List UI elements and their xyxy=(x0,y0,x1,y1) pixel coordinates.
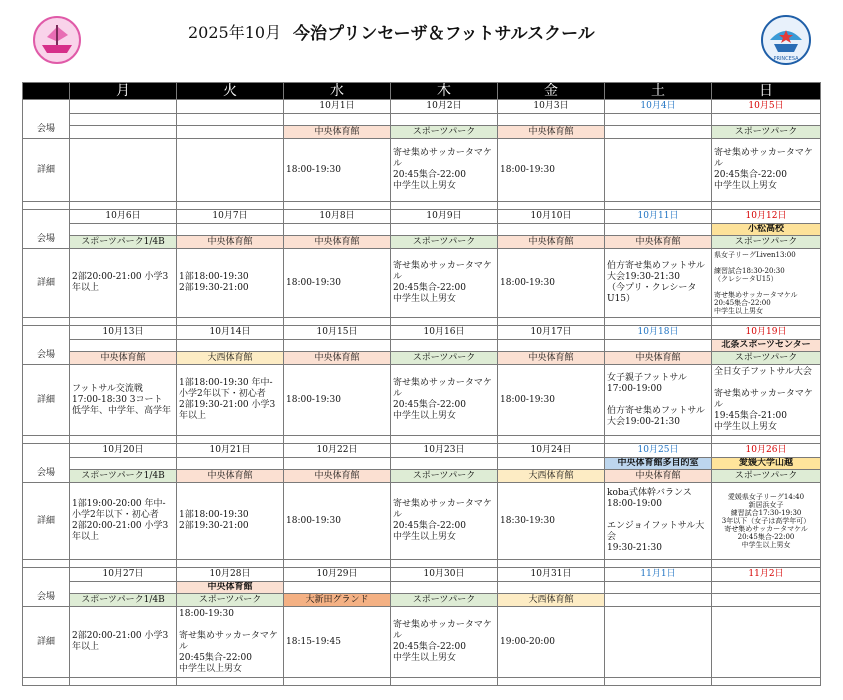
extra-venue-cell xyxy=(70,114,177,126)
princesa-logo-text: PRINCESA xyxy=(773,56,799,62)
detail-cell xyxy=(712,607,821,678)
spacer-cell xyxy=(70,560,177,568)
date-cell: 10月13日 xyxy=(70,326,177,340)
date-cell: 10月12日 xyxy=(712,210,821,224)
label-cell: 詳細 xyxy=(23,249,70,318)
venue-cell: 大新田グランド xyxy=(284,594,391,607)
extra-venue-cell xyxy=(70,224,177,236)
venue-row xyxy=(23,236,821,249)
spacer-cell xyxy=(605,318,712,326)
page-title: 今治プリンセーザ＆フットサルスクール xyxy=(293,24,595,44)
date-cell: 10月28日 xyxy=(177,568,284,582)
date-cell: 10月6日 xyxy=(70,210,177,224)
venue-row xyxy=(23,470,821,483)
venue-cell: 中央体育館 xyxy=(498,236,605,249)
venue-cell: スポーツパーク xyxy=(712,126,821,139)
venue-cell: スポーツパーク xyxy=(177,594,284,607)
date-row xyxy=(23,100,821,114)
date-cell: 10月2日 xyxy=(391,100,498,114)
date-cell: 10月25日 xyxy=(605,444,712,458)
date-cell: 11月2日 xyxy=(712,568,821,582)
detail-cell: 1部19:00-20:00 年中-小学2年以下・初心者 2部20:00-21:00 小学3年以上 xyxy=(70,483,177,560)
date-cell: 10月7日 xyxy=(177,210,284,224)
detail-cell: 寄せ集めサッカータマケル 20:45集合-22:00 中学生以上男女 xyxy=(391,139,498,202)
spacer-cell xyxy=(284,436,391,444)
label-cell: 詳細 xyxy=(23,139,70,202)
spacer-cell xyxy=(284,678,391,686)
label-cell: 会場 xyxy=(23,210,70,249)
extra-venue-cell xyxy=(70,458,177,470)
extra-venue-row xyxy=(23,224,821,236)
detail-cell: 2部20:00-21:00 小学3年以上 xyxy=(70,607,177,678)
venue-cell: 中央体育館 xyxy=(284,236,391,249)
extra-venue-cell xyxy=(284,458,391,470)
detail-cell: 19:00-20:00 xyxy=(498,607,605,678)
spacer-cell xyxy=(498,436,605,444)
extra-venue-cell: 小松高校 xyxy=(712,224,821,236)
date-cell: 10月19日 xyxy=(712,326,821,340)
extra-venue-cell xyxy=(712,114,821,126)
spacer-cell xyxy=(712,678,821,686)
spacer-cell xyxy=(284,202,391,210)
detail-row xyxy=(23,365,821,436)
detail-cell: 寄せ集めサッカータマケル 20:45集合-22:00 中学生以上男女 xyxy=(391,607,498,678)
date-cell: 10月9日 xyxy=(391,210,498,224)
venue-row xyxy=(23,594,821,607)
spacer-cell xyxy=(177,202,284,210)
spacer-cell xyxy=(177,560,284,568)
date-cell: 10月20日 xyxy=(70,444,177,458)
spacer-cell xyxy=(70,436,177,444)
extra-venue-cell: 愛媛大学山越 xyxy=(712,458,821,470)
detail-row xyxy=(23,607,821,678)
date-cell: 10月21日 xyxy=(177,444,284,458)
venue-cell: 大西体育館 xyxy=(177,352,284,365)
date-cell: 10月14日 xyxy=(177,326,284,340)
spacer-cell xyxy=(177,436,284,444)
spacer-row xyxy=(23,560,821,568)
spacer-cell xyxy=(498,560,605,568)
date-cell: 10月15日 xyxy=(284,326,391,340)
venue-cell: 中央体育館 xyxy=(605,470,712,483)
spacer-row xyxy=(23,202,821,210)
detail-cell xyxy=(605,139,712,202)
spacer-cell xyxy=(177,318,284,326)
corner-cell xyxy=(23,83,70,100)
spacer-row xyxy=(23,318,821,326)
spacer-cell xyxy=(712,560,821,568)
detail-cell: 全日女子フットサル大会 寄せ集めサッカータマケル 19:45集合-21:00 中学生以上男女 xyxy=(712,365,821,436)
extra-venue-row xyxy=(23,114,821,126)
spacer-cell xyxy=(284,560,391,568)
detail-cell: 18:30-19:30 xyxy=(498,483,605,560)
detail-cell: 18:00-19:30 xyxy=(498,139,605,202)
venue-cell: 中央体育館 xyxy=(498,352,605,365)
date-cell xyxy=(177,100,284,114)
extra-venue-cell xyxy=(498,458,605,470)
venue-cell: スポーツパーク1/4B xyxy=(70,236,177,249)
date-cell: 10月22日 xyxy=(284,444,391,458)
venue-cell: 中央体育館 xyxy=(70,352,177,365)
extra-venue-cell xyxy=(70,340,177,352)
date-cell: 10月29日 xyxy=(284,568,391,582)
venue-cell xyxy=(712,594,821,607)
extra-venue-cell xyxy=(498,582,605,594)
extra-venue-cell xyxy=(284,582,391,594)
extra-venue-cell xyxy=(284,340,391,352)
date-cell: 10月18日 xyxy=(605,326,712,340)
extra-venue-cell xyxy=(391,114,498,126)
spacer-cell xyxy=(391,678,498,686)
venue-cell: スポーツパーク xyxy=(712,352,821,365)
date-cell: 10月16日 xyxy=(391,326,498,340)
label-cell: 会場 xyxy=(23,326,70,365)
spacer-cell xyxy=(712,202,821,210)
spacer-cell xyxy=(605,202,712,210)
date-cell: 10月27日 xyxy=(70,568,177,582)
detail-row xyxy=(23,139,821,202)
venue-cell: スポーツパーク xyxy=(391,470,498,483)
spacer-cell xyxy=(70,678,177,686)
weekday-header: 月 xyxy=(70,83,177,100)
spacer-cell xyxy=(177,678,284,686)
spacer-row xyxy=(23,436,821,444)
venue-cell: スポーツパーク xyxy=(712,236,821,249)
weekday-header: 木 xyxy=(391,83,498,100)
venue-cell: 中央体育館 xyxy=(284,126,391,139)
spacer-cell xyxy=(391,560,498,568)
extra-venue-cell xyxy=(605,224,712,236)
date-cell: 10月30日 xyxy=(391,568,498,582)
extra-venue-cell: 中央体育館 xyxy=(177,582,284,594)
weekday-header: 金 xyxy=(498,83,605,100)
date-cell: 10月26日 xyxy=(712,444,821,458)
extra-venue-cell: 北条スポーツセンター xyxy=(712,340,821,352)
venue-cell xyxy=(70,126,177,139)
date-row xyxy=(23,568,821,582)
date-cell: 10月24日 xyxy=(498,444,605,458)
extra-venue-cell xyxy=(712,582,821,594)
label-cell: 詳細 xyxy=(23,365,70,436)
date-row xyxy=(23,444,821,458)
extra-venue-row xyxy=(23,582,821,594)
extra-venue-cell xyxy=(70,582,177,594)
extra-venue-cell xyxy=(177,114,284,126)
detail-cell: 寄せ集めサッカータマケル 20:45集合-22:00 中学生以上男女 xyxy=(391,249,498,318)
spacer-cell xyxy=(498,202,605,210)
venue-cell: 中央体育館 xyxy=(498,126,605,139)
venue-cell: スポーツパーク xyxy=(391,594,498,607)
detail-cell: 寄せ集めサッカータマケル 20:45集合-22:00 中学生以上男女 xyxy=(712,139,821,202)
extra-venue-cell xyxy=(177,458,284,470)
date-cell: 10月11日 xyxy=(605,210,712,224)
page-header xyxy=(0,0,843,82)
spacer-cell xyxy=(391,202,498,210)
label-cell: 会場 xyxy=(23,100,70,139)
detail-cell: 18:00-19:30 xyxy=(284,249,391,318)
venue-cell xyxy=(605,126,712,139)
label-cell: 詳細 xyxy=(23,483,70,560)
date-cell: 10月23日 xyxy=(391,444,498,458)
spacer-cell xyxy=(23,318,70,326)
month-label: 2025年10月 xyxy=(188,23,282,42)
extra-venue-cell xyxy=(391,224,498,236)
venue-cell: 中央体育館 xyxy=(284,352,391,365)
venue-cell xyxy=(605,594,712,607)
weekday-header: 水 xyxy=(284,83,391,100)
weekday-header: 火 xyxy=(177,83,284,100)
extra-venue-cell xyxy=(498,340,605,352)
date-cell: 10月3日 xyxy=(498,100,605,114)
weekday-header-row xyxy=(23,83,821,100)
spacer-cell xyxy=(498,318,605,326)
extra-venue-cell xyxy=(391,582,498,594)
venue-cell: 中央体育館 xyxy=(284,470,391,483)
spacer-cell xyxy=(23,436,70,444)
date-cell: 10月8日 xyxy=(284,210,391,224)
venue-cell: 中央体育館 xyxy=(177,236,284,249)
venue-cell: スポーツパーク xyxy=(391,126,498,139)
date-cell: 10月31日 xyxy=(498,568,605,582)
detail-cell: フットサル交流戦 17:00-18:30 3コート 低学年、中学年、高学年 xyxy=(70,365,177,436)
extra-venue-cell xyxy=(284,224,391,236)
spacer-cell xyxy=(605,560,712,568)
extra-venue-row xyxy=(23,458,821,470)
venue-cell: 大西体育館 xyxy=(498,594,605,607)
venue-row xyxy=(23,126,821,139)
venue-cell: スポーツパーク xyxy=(391,352,498,365)
detail-cell: 2部20:00-21:00 小学3年以上 xyxy=(70,249,177,318)
venue-cell: 大西体育館 xyxy=(498,470,605,483)
detail-cell: 18:00-19:30 寄せ集めサッカータマケル 20:45集合-22:00 中学生以上男女 xyxy=(177,607,284,678)
date-cell: 10月10日 xyxy=(498,210,605,224)
spacer-cell xyxy=(23,202,70,210)
label-cell: 会場 xyxy=(23,444,70,483)
extra-venue-cell xyxy=(605,340,712,352)
detail-cell: 1部18:00-19:30 年中-小学2年以下・初心者 2部19:30-21:00 小学3年以上 xyxy=(177,365,284,436)
detail-row xyxy=(23,483,821,560)
date-cell: 10月4日 xyxy=(605,100,712,114)
spacer-cell xyxy=(70,202,177,210)
extra-venue-cell xyxy=(391,458,498,470)
venue-cell: スポーツパーク xyxy=(712,470,821,483)
date-cell: 10月17日 xyxy=(498,326,605,340)
date-row xyxy=(23,210,821,224)
spacer-cell xyxy=(605,436,712,444)
detail-cell: 18:00-19:30 xyxy=(284,365,391,436)
detail-cell: 寄せ集めサッカータマケル 20:45集合-22:00 中学生以上男女 xyxy=(391,483,498,560)
venue-cell: 中央体育館 xyxy=(605,236,712,249)
venue-cell: スポーツパーク1/4B xyxy=(70,470,177,483)
detail-cell: 県女子リーグLiven13:00 練習試合18:30-20:30 （クレシータU15） 寄せ集めサッカータマケル 20:45集合-22:00 中学生以上男女 xyxy=(712,249,821,318)
extra-venue-cell xyxy=(498,224,605,236)
spacer-cell xyxy=(391,436,498,444)
venue-cell: 中央体育館 xyxy=(605,352,712,365)
venue-row xyxy=(23,352,821,365)
venue-cell: 中央体育館 xyxy=(177,470,284,483)
spacer-cell xyxy=(70,318,177,326)
detail-cell: 18:15-19:45 xyxy=(284,607,391,678)
detail-cell: 18:00-19:30 xyxy=(498,365,605,436)
extra-venue-row xyxy=(23,340,821,352)
date-cell: 10月5日 xyxy=(712,100,821,114)
ship-logo-icon xyxy=(32,15,82,65)
spacer-cell xyxy=(605,678,712,686)
extra-venue-cell: 中央体育館多目的室 xyxy=(605,458,712,470)
weekday-header: 土 xyxy=(605,83,712,100)
extra-venue-cell xyxy=(391,340,498,352)
date-cell: 10月1日 xyxy=(284,100,391,114)
extra-venue-cell xyxy=(605,582,712,594)
date-cell: 11月1日 xyxy=(605,568,712,582)
detail-cell: 1部18:00-19:30 2部19:30-21:00 xyxy=(177,483,284,560)
detail-cell: 女子親子フットサル 17:00-19:00 伯方寄せ集めフットサル大会19:00-21:30 xyxy=(605,365,712,436)
label-cell: 詳細 xyxy=(23,607,70,678)
spacer-cell xyxy=(23,560,70,568)
spacer-row xyxy=(23,678,821,686)
spacer-cell xyxy=(498,678,605,686)
extra-venue-cell xyxy=(498,114,605,126)
label-cell: 会場 xyxy=(23,568,70,607)
detail-cell: 愛媛県女子リーグ14:40 新居浜女子 練習試合17:30-19:30 3年以下（女子は高学年可） 寄せ集めサッカータマケル 20:45集合-22:00 中学生以上男女 xyxy=(712,483,821,560)
detail-cell: 伯方寄せ集めフットサル大会19:30-21:30 （今プリ・クレシータU15） xyxy=(605,249,712,318)
detail-cell xyxy=(605,607,712,678)
venue-cell: スポーツパーク xyxy=(391,236,498,249)
extra-venue-cell xyxy=(177,224,284,236)
extra-venue-cell xyxy=(177,340,284,352)
detail-cell: 寄せ集めサッカータマケル 20:45集合-22:00 中学生以上男女 xyxy=(391,365,498,436)
spacer-cell xyxy=(284,318,391,326)
detail-cell xyxy=(177,139,284,202)
monthly-calendar xyxy=(22,82,821,686)
date-row xyxy=(23,326,821,340)
detail-cell: 1部18:00-19:30 2部19:30-21:00 xyxy=(177,249,284,318)
princesa-logo-icon xyxy=(760,14,812,66)
spacer-cell xyxy=(712,436,821,444)
detail-cell: 18:00-19:30 xyxy=(284,139,391,202)
venue-cell xyxy=(177,126,284,139)
detail-cell xyxy=(70,139,177,202)
spacer-cell xyxy=(391,318,498,326)
spacer-cell xyxy=(712,318,821,326)
date-cell xyxy=(70,100,177,114)
weekday-header: 日 xyxy=(712,83,821,100)
extra-venue-cell xyxy=(605,114,712,126)
detail-cell: koba式体幹バランス 18:00-19:00 エンジョイフットサル大会 19:30-21:30 xyxy=(605,483,712,560)
spacer-cell xyxy=(23,678,70,686)
extra-venue-cell xyxy=(284,114,391,126)
venue-cell: スポーツパーク1/4B xyxy=(70,594,177,607)
detail-cell: 18:00-19:30 xyxy=(284,483,391,560)
detail-row xyxy=(23,249,821,318)
detail-cell: 18:00-19:30 xyxy=(498,249,605,318)
